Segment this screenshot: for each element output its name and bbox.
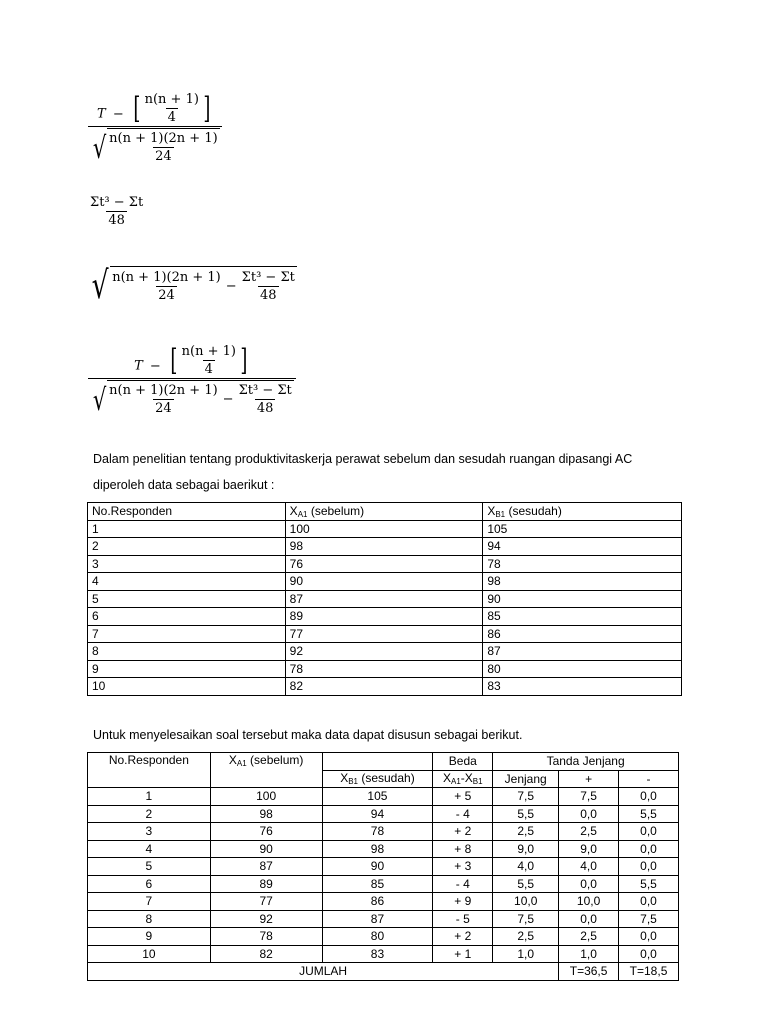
table-cell: 100 [210,788,322,806]
formula-4-minus: − [149,358,161,374]
table-cell: 98 [285,538,483,556]
data-table-row [88,678,682,696]
table-cell: - 4 [433,875,493,893]
table-cell: 76 [210,823,322,841]
formula-4-b-denominator: 48 [256,401,274,416]
table-cell: 94 [483,538,682,556]
data-table-row [88,660,682,678]
formula-corrected-z: T − [ $\frac{n(n + 1)}{4}$ ] √ $\frac{n(n + 1)(2n + 1)}{24}$ − $\frac{\text{Σt³ − Σt}}{48}$ [88,344,296,416]
table-cell: 7 [88,893,211,911]
table-cell: 86 [322,893,433,911]
table-cell: 105 [483,520,682,538]
table-cell: 9,0 [493,840,559,858]
table-cell: 8 [88,643,286,661]
formula-1-minus: − [112,106,124,122]
table-cell: 87 [322,910,433,928]
table-cell: 4 [88,573,286,591]
table-cell: 78 [285,660,483,678]
table-cell: 5,5 [619,875,679,893]
data-table-row [88,608,682,626]
table-cell: 85 [322,875,433,893]
formula-1-mean-denominator: 4 [167,110,176,125]
table-cell: 90 [210,840,322,858]
data-table-row [88,538,682,556]
table-cell: 0,0 [619,823,679,841]
data-table-row [88,520,682,538]
table-cell: 0,0 [559,910,619,928]
intro-line-1: Dalam penelitian tentang produktivitaskerja perawat sebelum dan sesudah ruangan dipasangi AC [93,452,633,466]
rank-table-row [88,893,679,911]
formula-1-bracket: [ $\frac{n(n + 1)}{4}$ ] [133,90,211,126]
table-cell: + 8 [433,840,493,858]
table-cell: 0,0 [559,805,619,823]
table-cell: 9 [88,660,286,678]
table-cell: 10 [88,678,286,696]
header-jenjang: Jenjang [493,770,559,788]
formula-3-a-numerator: n(n + 1)(2n + 1) [112,270,221,285]
table-cell: 10 [88,945,211,963]
footer-jumlah: JUMLAH [88,963,559,981]
formula-4-T: T [134,358,143,374]
formula-2-numerator: Σt³ − Σt [90,195,144,210]
table-cell: 90 [483,590,682,608]
header-beda: Beda [433,753,493,771]
table-cell: + 3 [433,858,493,876]
formula-3-b-denominator: 48 [260,288,277,303]
table-cell: 8 [88,910,211,928]
table-cell: - 5 [433,910,493,928]
table-cell: 87 [285,590,483,608]
formula-3-minus: − [225,279,237,294]
rank-table-row [88,928,679,946]
table-cell: + 5 [433,788,493,806]
header-xa1: $X_{A1}$ (sebelum) [285,503,483,521]
table-cell: 2 [88,538,286,556]
table-cell: 4,0 [493,858,559,876]
table-cell: 82 [210,945,322,963]
rank-table-row [88,910,679,928]
footer-t-plus: T=36,5 [559,963,619,981]
formula-4-a-denominator: 24 [155,401,172,416]
rank-table-row [88,875,679,893]
table-cell: 92 [285,643,483,661]
table-cell: 3 [88,823,211,841]
table-cell: 4 [88,840,211,858]
table-cell: 5,5 [619,805,679,823]
table-cell: + 1 [433,945,493,963]
table-cell: + 2 [433,823,493,841]
mid-text: Untuk menyelesaikan soal tersebut maka data dapat disusun sebagai berikut. [93,728,523,742]
table-cell: 5 [88,590,286,608]
table-cell: 2,5 [559,928,619,946]
table-cell: 5 [88,858,211,876]
footer-t-minus: T=18,5 [619,963,679,981]
header-plus: + [559,770,619,788]
table-cell: 7,5 [493,910,559,928]
formula-4-mean-denominator: 4 [204,362,213,377]
data-table [87,502,682,696]
intro-line-2: diperoleh data sebagai baerikut : [93,478,275,492]
table-cell: 5,5 [493,875,559,893]
data-table-row [88,555,682,573]
table-cell: 10,0 [559,893,619,911]
header-no-responden: No.Responden [88,753,211,788]
table-cell: 10,0 [493,893,559,911]
table-cell: 94 [322,805,433,823]
formula-ties-correction [88,195,145,228]
table-cell: 4,0 [559,858,619,876]
table-cell: 86 [483,625,682,643]
table-cell: 0,0 [619,840,679,858]
rank-table-row [88,840,679,858]
table-cell: 80 [483,660,682,678]
table-cell: 3 [88,555,286,573]
table-cell: 82 [285,678,483,696]
formula-2-denominator: 48 [108,213,125,228]
formula-4-mean-numerator: n(n + 1) [181,344,236,359]
table-cell: 85 [483,608,682,626]
table-cell: 77 [210,893,322,911]
table-cell: 92 [210,910,322,928]
header-minus: - [619,770,679,788]
table-cell: 78 [483,555,682,573]
table-cell: 78 [210,928,322,946]
table-cell: 98 [322,840,433,858]
table-cell: 9,0 [559,840,619,858]
table-cell: 2 [88,805,211,823]
header-xb1: $X_{B1}$ (sesudah) [483,503,682,521]
table-cell: 83 [483,678,682,696]
formula-1-fraction [88,92,222,164]
rank-table-row [88,805,679,823]
formula-3-b-numerator: Σt³ − Σt [241,270,295,285]
table-cell: 78 [322,823,433,841]
table-cell: 2,5 [559,823,619,841]
table-cell: 7 [88,625,286,643]
header-xb1: $X_{B1}$ (sesudah) [322,770,433,788]
table-cell: 7,5 [493,788,559,806]
formula-z-statistic [88,92,222,164]
header-difference: $X_{A1}-X_{B1}$ [433,770,493,788]
table-cell: 0,0 [559,875,619,893]
table-cell: 7,5 [619,910,679,928]
table-cell: 90 [285,573,483,591]
formula-1-T: T [97,106,106,122]
rank-table-row [88,823,679,841]
table-cell: 0,0 [619,928,679,946]
formula-4-a-numerator: n(n + 1)(2n + 1) [109,383,218,398]
table-cell: 76 [285,555,483,573]
table-cell: 6 [88,875,211,893]
table-cell: 105 [322,788,433,806]
table-cell: + 9 [433,893,493,911]
header-empty [322,753,433,771]
data-table-row [88,625,682,643]
formula-1-var-numerator: n(n + 1)(2n + 1) [109,131,218,146]
table-cell: 87 [483,643,682,661]
rank-table-footer-row [88,963,679,981]
table-cell: 2,5 [493,823,559,841]
data-table-header-row [88,503,682,521]
rank-table [87,752,679,981]
formula-1-sqrt: √ $\frac{n(n + 1)(2n + 1)}{24}$ [90,128,220,164]
table-cell: 0,0 [619,788,679,806]
table-cell: 100 [285,520,483,538]
table-cell: - 4 [433,805,493,823]
formula-3-a-denominator: 24 [158,288,175,303]
table-cell: 0,0 [619,858,679,876]
table-cell: 87 [210,858,322,876]
formula-4-b-numerator: Σt³ − Σt [238,383,292,398]
table-cell: 1,0 [559,945,619,963]
table-cell: 1 [88,520,286,538]
table-cell: 98 [483,573,682,591]
data-table-row [88,573,682,591]
table-cell: 98 [210,805,322,823]
rank-table-row [88,945,679,963]
table-cell: 80 [322,928,433,946]
header-no-responden: No.Responden [88,503,286,521]
data-table-row [88,590,682,608]
table-cell: 0,0 [619,945,679,963]
table-cell: + 2 [433,928,493,946]
header-xa1: $X_{A1}$ (sebelum) [210,753,322,788]
table-cell: 77 [285,625,483,643]
formula-corrected-sd: √ $\frac{n(n + 1)(2n + 1)}{24}$ − $\frac{\text{Σt³ − Σt}}{48}$ [91,263,295,307]
rank-table-row [88,858,679,876]
table-cell: 89 [285,608,483,626]
rank-table-row [88,788,679,806]
table-cell: 90 [322,858,433,876]
table-cell: 1,0 [493,945,559,963]
table-cell: 89 [210,875,322,893]
table-cell: 83 [322,945,433,963]
data-table-row [88,643,682,661]
table-cell: 5,5 [493,805,559,823]
table-cell: 0,0 [619,893,679,911]
table-cell: 2,5 [493,928,559,946]
table-cell: 1 [88,788,211,806]
formula-1-var-denominator: 24 [155,149,172,164]
table-cell: 7,5 [559,788,619,806]
table-cell: 6 [88,608,286,626]
formula-4-minus-2: − [222,392,234,407]
table-cell: 9 [88,928,211,946]
header-tanda-jenjang: Tanda Jenjang [493,753,679,771]
formula-1-mean-numerator: n(n + 1) [144,92,199,107]
rank-table-header-row-1 [88,753,679,771]
